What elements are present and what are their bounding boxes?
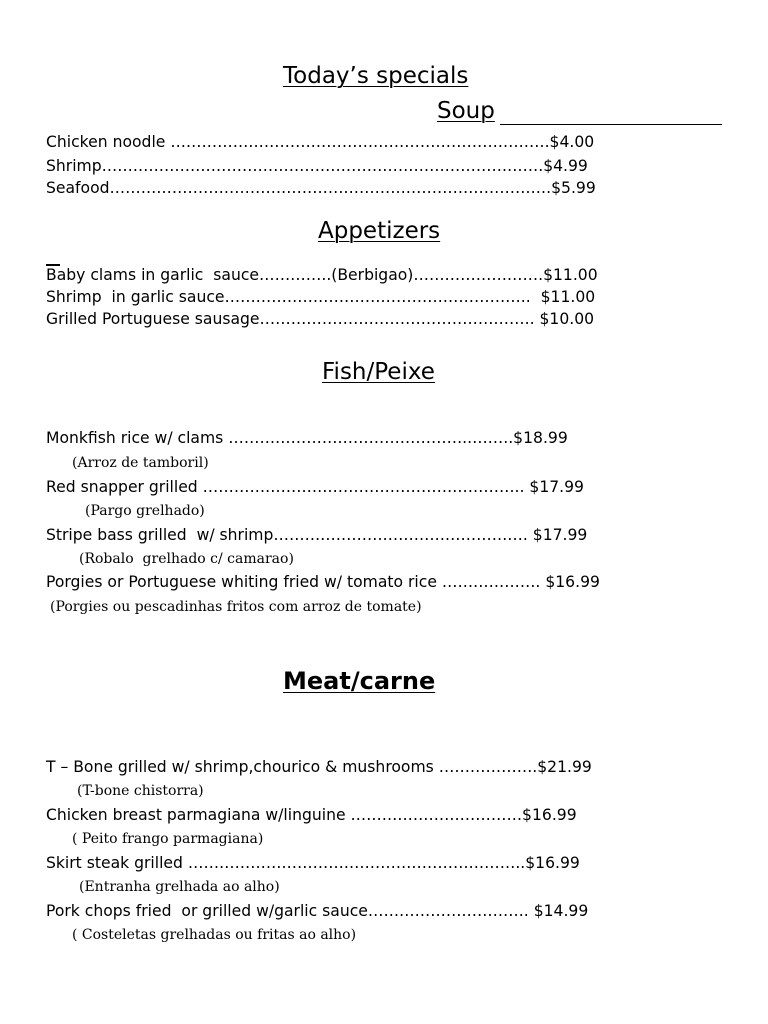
meat-item-chicken-parmagiana-portuguese: ( Peito frango parmagiana): [72, 831, 264, 847]
meat-item-skirt-steak: Skirt steak grilled ………………………………………………………..$16.99: [46, 854, 580, 872]
meat-item-skirt-steak-portuguese: (Entranha grelhada ao alho): [79, 879, 280, 895]
fish-item-monkfish-rice: Monkfish rice w/ clams ………………………………………..……..$18.99: [46, 429, 568, 447]
appetizer-item-baby-clams: Baby clams in garlic sauce…………..(Berbigao)…………………….$11.00: [46, 266, 598, 284]
page-title: Today’s specials: [283, 63, 469, 89]
fish-item-stripe-bass: Stripe bass grilled w/ shrimp…………………………………………. $17.99: [46, 526, 588, 544]
fish-heading: Fish/Peixe: [322, 359, 435, 385]
meat-item-t-bone: T – Bone grilled w/ shrimp,chourico & mushrooms ……………….$21.99: [46, 758, 592, 776]
fish-item-red-snapper-portuguese: (Pargo grelhado): [85, 503, 205, 519]
appetizer-item-portuguese-sausage: Grilled Portuguese sausage…………………………………………….. $10.00: [46, 310, 595, 328]
fish-item-porgies: Porgies or Portuguese whiting fried w/ tomato rice ………………. $16.99: [46, 573, 600, 591]
soup-item-chicken-noodle: Chicken noodle ……………………………………………………………….$4.00: [46, 133, 595, 151]
soup-heading: Soup: [437, 98, 495, 124]
meat-item-pork-chops-portuguese: ( Costeletas grelhadas ou fritas ao alho): [72, 927, 357, 943]
soup-heading-rule: [500, 124, 722, 125]
soup-item-shrimp: Shrimp………………………………………………………………………….$4.99: [46, 157, 588, 175]
fish-item-porgies-portuguese: (Porgies ou pescadinhas fritos com arroz de tomate): [50, 599, 422, 615]
appetizer-item-shrimp-garlic: Shrimp in garlic sauce………………………………………………….. $11.00: [46, 288, 596, 306]
meat-heading: Meat/carne: [283, 667, 436, 695]
appetizers-heading: Appetizers: [318, 218, 441, 244]
fish-item-monkfish-rice-portuguese: (Arroz de tamboril): [72, 455, 209, 471]
fish-item-red-snapper: Red snapper grilled …………………………………………………….. $17.99: [46, 478, 584, 496]
fish-item-stripe-bass-portuguese: (Robalo grelhado c/ camarao): [79, 551, 294, 567]
meat-item-chicken-parmagiana: Chicken breast parmagiana w/linguine ……………………………$16.99: [46, 806, 577, 824]
meat-item-pork-chops: Pork chops fried or grilled w/garlic sauce…………………………. $14.99: [46, 902, 589, 920]
soup-item-seafood: Seafood………………………………………………………………………….$5.99: [46, 179, 596, 197]
meat-item-t-bone-portuguese: (T-bone chistorra): [77, 783, 204, 799]
